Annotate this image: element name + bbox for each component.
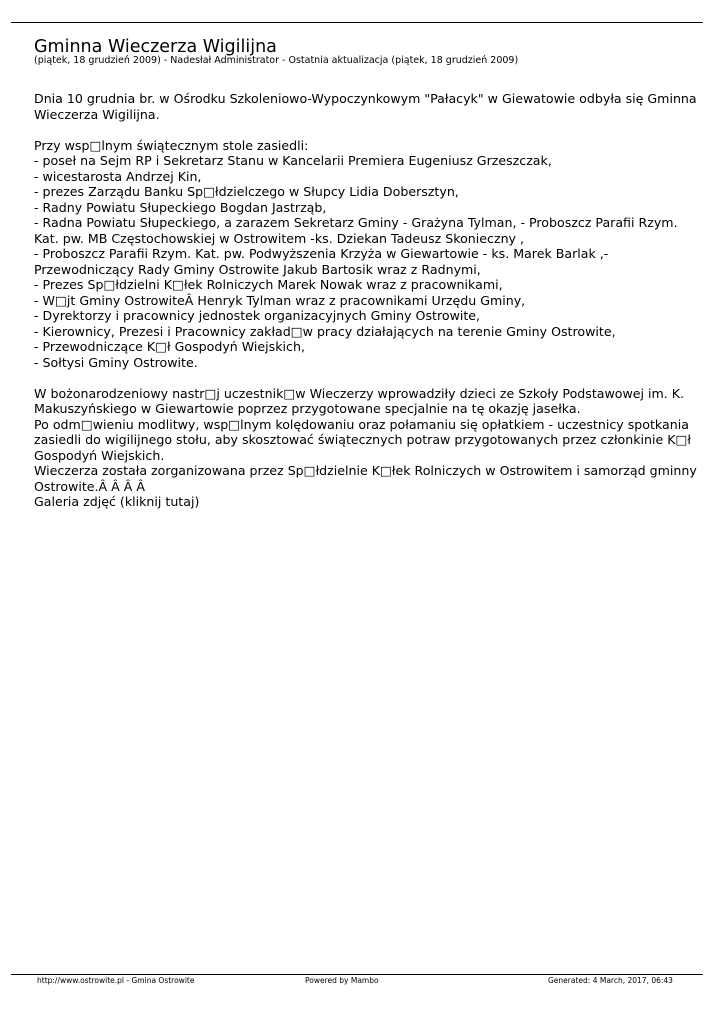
- article-body: [34, 91, 706, 510]
- article-meta: (piątek, 18 grudzień 2009) - Nadesłał Administrator - Ostatnia aktualizacja (piątek, 18 grudzień 2009): [34, 55, 519, 66]
- article-title: Gminna Wieczerza Wigilijna: [34, 37, 277, 57]
- guest-list-item: - Kierownicy, Prezesi i Pracownicy zakład□w pracy działających na terenie Gminy Ostrowite,: [34, 323, 616, 339]
- guest-list-item: - Radna Powiatu Słupeckiego, a zarazem Sekretarz Gminy - Grażyna Tylman, - Proboszcz Parafii Rzym. Kat. pw. MB Częstochowskiej w Ostrowitem -ks. Dziekan Tadeusz Skonieczny ,: [34, 215, 678, 246]
- guest-list-item: - poseł na Sejm RP i Sekretarz Stanu w Kancelarii Premiera Eugeniusz Grzeszczak,: [34, 153, 552, 168]
- guest-list-item: - Przewodniczące K□ł Gospodyń Wiejskich,: [34, 339, 305, 354]
- footer-generated-date: Generated: 4 March, 2017, 06:43: [548, 976, 673, 985]
- guest-list-item: - Proboszcz Parafii Rzym. Kat. pw. Podwyższenia Krzyża w Giewartowie - ks. Marek Barlak ,- Przewodniczący Rady Gminy Ostrowite Jakub Bartosik wraz z Radnymi,: [34, 246, 609, 277]
- gallery-link[interactable]: Galeria zdjęć (kliknij tutaj): [34, 494, 200, 509]
- guest-list-item: - Sołtysi Gminy Ostrowite.: [34, 354, 198, 370]
- guest-list-item: - Dyrektorzy i pracownicy jednostek organizacyjnych Gminy Ostrowite,: [34, 308, 481, 323]
- body-paragraph: Wieczerza została zorganizowana przez Sp□łdzielnie K□łek Rolniczych w Ostrowitem i samorząd gminny Ostrowite.Â Â Â Â: [34, 463, 697, 494]
- guest-list-item: - wicestarosta Andrzej Kin,: [34, 168, 202, 184]
- footer-divider: [11, 974, 703, 975]
- footer-site-url: http://www.ostrowite.pl - Gmina Ostrowite: [37, 976, 195, 985]
- body-paragraph: W bożonarodzeniowy nastr□j uczestnik□w Wieczerzy wprowadziły dzieci ze Szkoły Podstawowej im. K. Makuszyńskiego w Giewartowie poprzez przygotowane specjalnie na tę okazję jasełka.: [34, 385, 685, 416]
- intro-paragraph: Dnia 10 grudnia br. w Ośrodku Szkoleniowo-Wypoczynkowym "Pałacyk" w Giewatowie odbyła się Gminna Wieczerza Wigilijna.: [34, 91, 697, 122]
- guest-list-item: - Radny Powiatu Słupeckiego Bogdan Jastrząb,: [34, 199, 327, 215]
- header-divider: [11, 22, 703, 23]
- guest-list-item: - W□jt Gminy OstrowiteÂ Henryk Tylman wraz z pracownikami Urzędu Gminy,: [34, 292, 526, 308]
- guest-list-item: - prezes Zarządu Banku Sp□łdzielczego w Słupcy Lidia Dobersztyn,: [34, 184, 459, 199]
- guests-heading: Przy wsp□lnym świątecznym stole zasiedli:: [34, 137, 309, 153]
- footer-powered-by: Powered by Mambo: [305, 976, 379, 985]
- body-paragraph: Po odm□wieniu modlitwy, wsp□lnym kolędowaniu oraz połamaniu się opłatkiem - uczestnicy spotkania zasiedli do wigilijnego stołu, aby skosztować świątecznych potraw przygotowanych przez członkinie K□ł Gospodyń Wiejskich.: [34, 416, 691, 463]
- guest-list-item: - Prezes Sp□łdzielni K□łek Rolniczych Marek Nowak wraz z pracownikami,: [34, 277, 503, 292]
